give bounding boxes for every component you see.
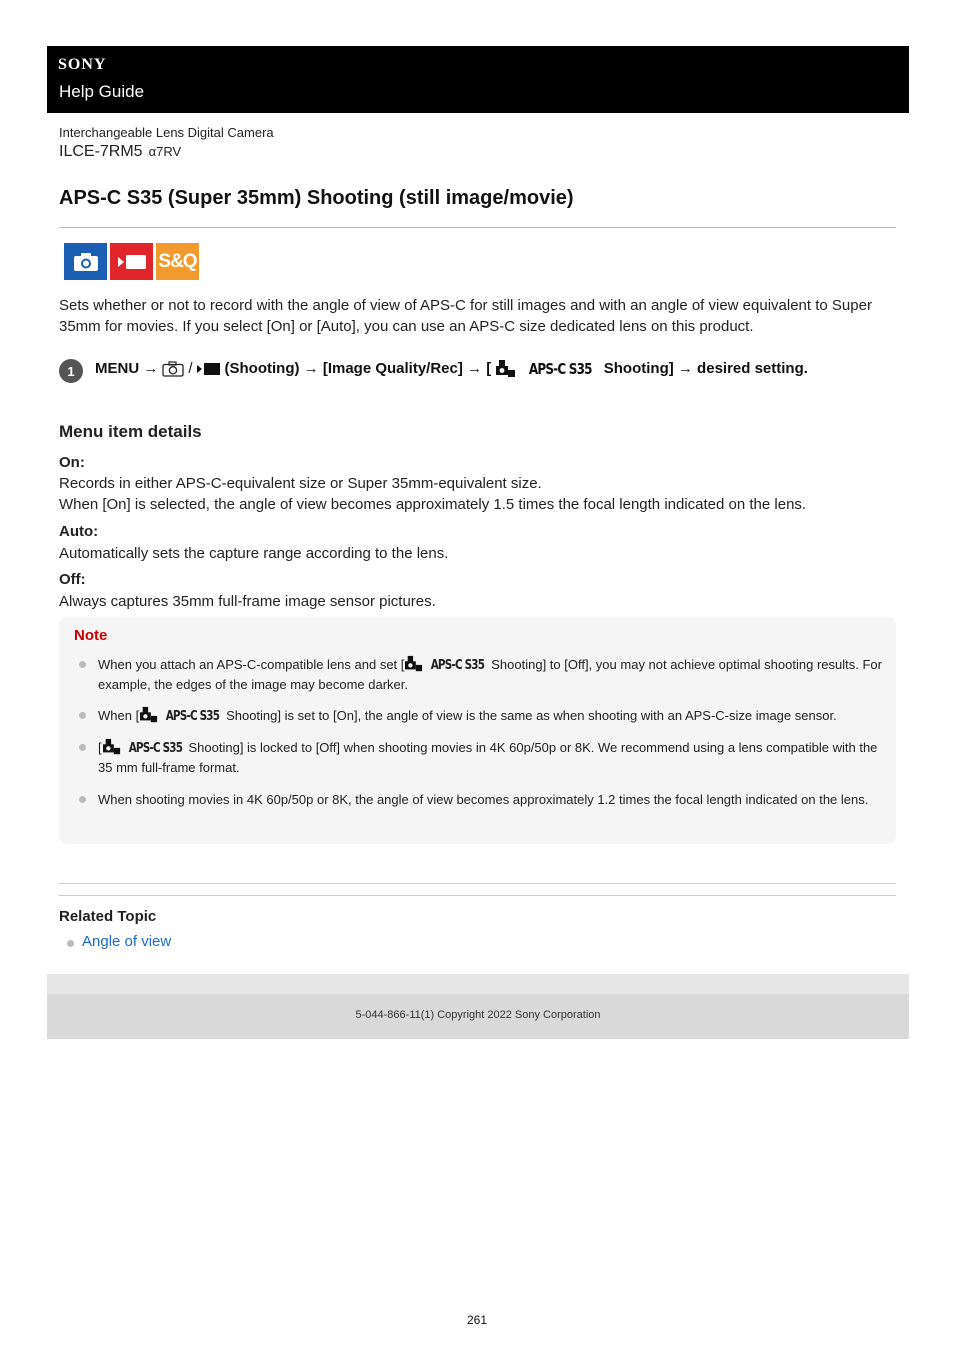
footer — [47, 994, 909, 1039]
product-model — [59, 143, 181, 161]
crop-frame-icon — [495, 359, 517, 379]
site-header — [47, 46, 909, 113]
menu-details-heading: Menu item details — [59, 422, 202, 441]
note-text-post: Shooting] is locked to [Off] when shooting movies in 4K 60p/50p or 8K. We recommend using a lens compatible with the 35 mm full-frame format. — [98, 740, 878, 775]
model-number: ILCE-7RM5 — [59, 143, 143, 160]
note-heading: Note — [74, 627, 108, 644]
note-text-pre: [ — [98, 740, 102, 755]
aps-c-s35-label: APS-C S35 — [529, 360, 592, 378]
sq-mode-icon: S&Q — [156, 243, 199, 280]
step-slash: / — [188, 360, 193, 377]
note-text-pre: When you attach an APS-C-compatible lens and set [ — [98, 657, 405, 672]
mode-icons — [64, 243, 199, 280]
related-topic-heading: Related Topic — [59, 908, 157, 925]
aps-c-s35-label: APS-C S35 — [128, 741, 182, 756]
intro-text: Sets whether or not to record with the angle of view of APS-C for still images and with an angle of view equivalent to Super 35mm for movies. If you select [On] or [Auto], you can use an APS-C size dedicated lens on this product. — [59, 297, 872, 335]
still-camera-icon — [162, 361, 184, 377]
bullet-icon — [67, 940, 74, 947]
page-number: 261 — [466, 1313, 488, 1327]
note-text-post: Shooting] to [Off], you may not achieve optimal shooting results. For example, the edges of the image may become darker. — [98, 657, 882, 692]
angle-of-view-link[interactable]: Angle of view — [82, 933, 172, 950]
aps-c-s35-label: APS-C S35 — [431, 658, 485, 673]
model-alias: α7RV — [148, 144, 182, 159]
on-description-1: Records in either APS-C-equivalent size or Super 35mm-equivalent size. — [59, 475, 542, 492]
note-text-post: Shooting] is set to [On], the angle of view is the same as when shooting with an APS-C-size image sensor. — [226, 708, 837, 723]
note-text — [98, 655, 883, 694]
title-divider — [59, 227, 896, 228]
movie-camera-icon — [197, 362, 221, 376]
section-divider-top — [59, 883, 896, 884]
note-text — [98, 706, 883, 726]
note-text — [98, 738, 883, 777]
crop-frame-icon — [102, 738, 122, 756]
movie-mode-icon — [110, 243, 153, 280]
bullet-icon — [79, 712, 86, 719]
on-description-2: When [On] is selected, the angle of view becomes approximately 1.5 times the focal length indicated on the lens. — [59, 496, 807, 513]
note-text-pre: When [ — [98, 708, 140, 723]
step-instruction — [95, 358, 808, 380]
bullet-icon — [79, 661, 86, 668]
term-auto: Auto: — [59, 523, 99, 540]
off-description: Always captures 35mm full-frame image sensor pictures. — [59, 593, 436, 610]
step-tail: Shooting] → desired setting. — [603, 360, 808, 377]
help-guide-title[interactable]: Help Guide — [59, 82, 145, 101]
page-title: APS-C S35 (Super 35mm) Shooting (still image/movie) — [59, 187, 574, 209]
aps-c-s35-label: APS-C S35 — [165, 709, 220, 724]
product-type: Interchangeable Lens Digital Camera — [59, 125, 274, 140]
note-text: When shooting movies in 4K 60p/50p or 8K, the angle of view becomes approximately 1.2 times the focal length indicated on the lens. — [98, 792, 869, 807]
note-box — [59, 617, 896, 844]
auto-description: Automatically sets the capture range according to the lens. — [59, 545, 449, 562]
footer-spacer — [47, 974, 909, 994]
copyright-text: 5-044-866-11(1) Copyright 2022 Sony Corporation — [355, 1009, 601, 1021]
bullet-icon — [79, 796, 86, 803]
step-shooting: (Shooting) → [Image Quality/Rec] → [ — [224, 360, 492, 377]
step-number: 1 — [59, 359, 83, 383]
camera-mode-icon — [64, 243, 107, 280]
term-off: Off: — [59, 571, 86, 588]
term-on: On: — [59, 454, 85, 471]
sony-logo[interactable]: SONY — [58, 56, 107, 73]
bullet-icon — [79, 744, 86, 751]
section-divider-bottom — [59, 895, 896, 896]
step-menu: MENU → — [95, 360, 159, 377]
crop-frame-icon — [139, 706, 159, 724]
crop-frame-icon — [404, 655, 424, 673]
